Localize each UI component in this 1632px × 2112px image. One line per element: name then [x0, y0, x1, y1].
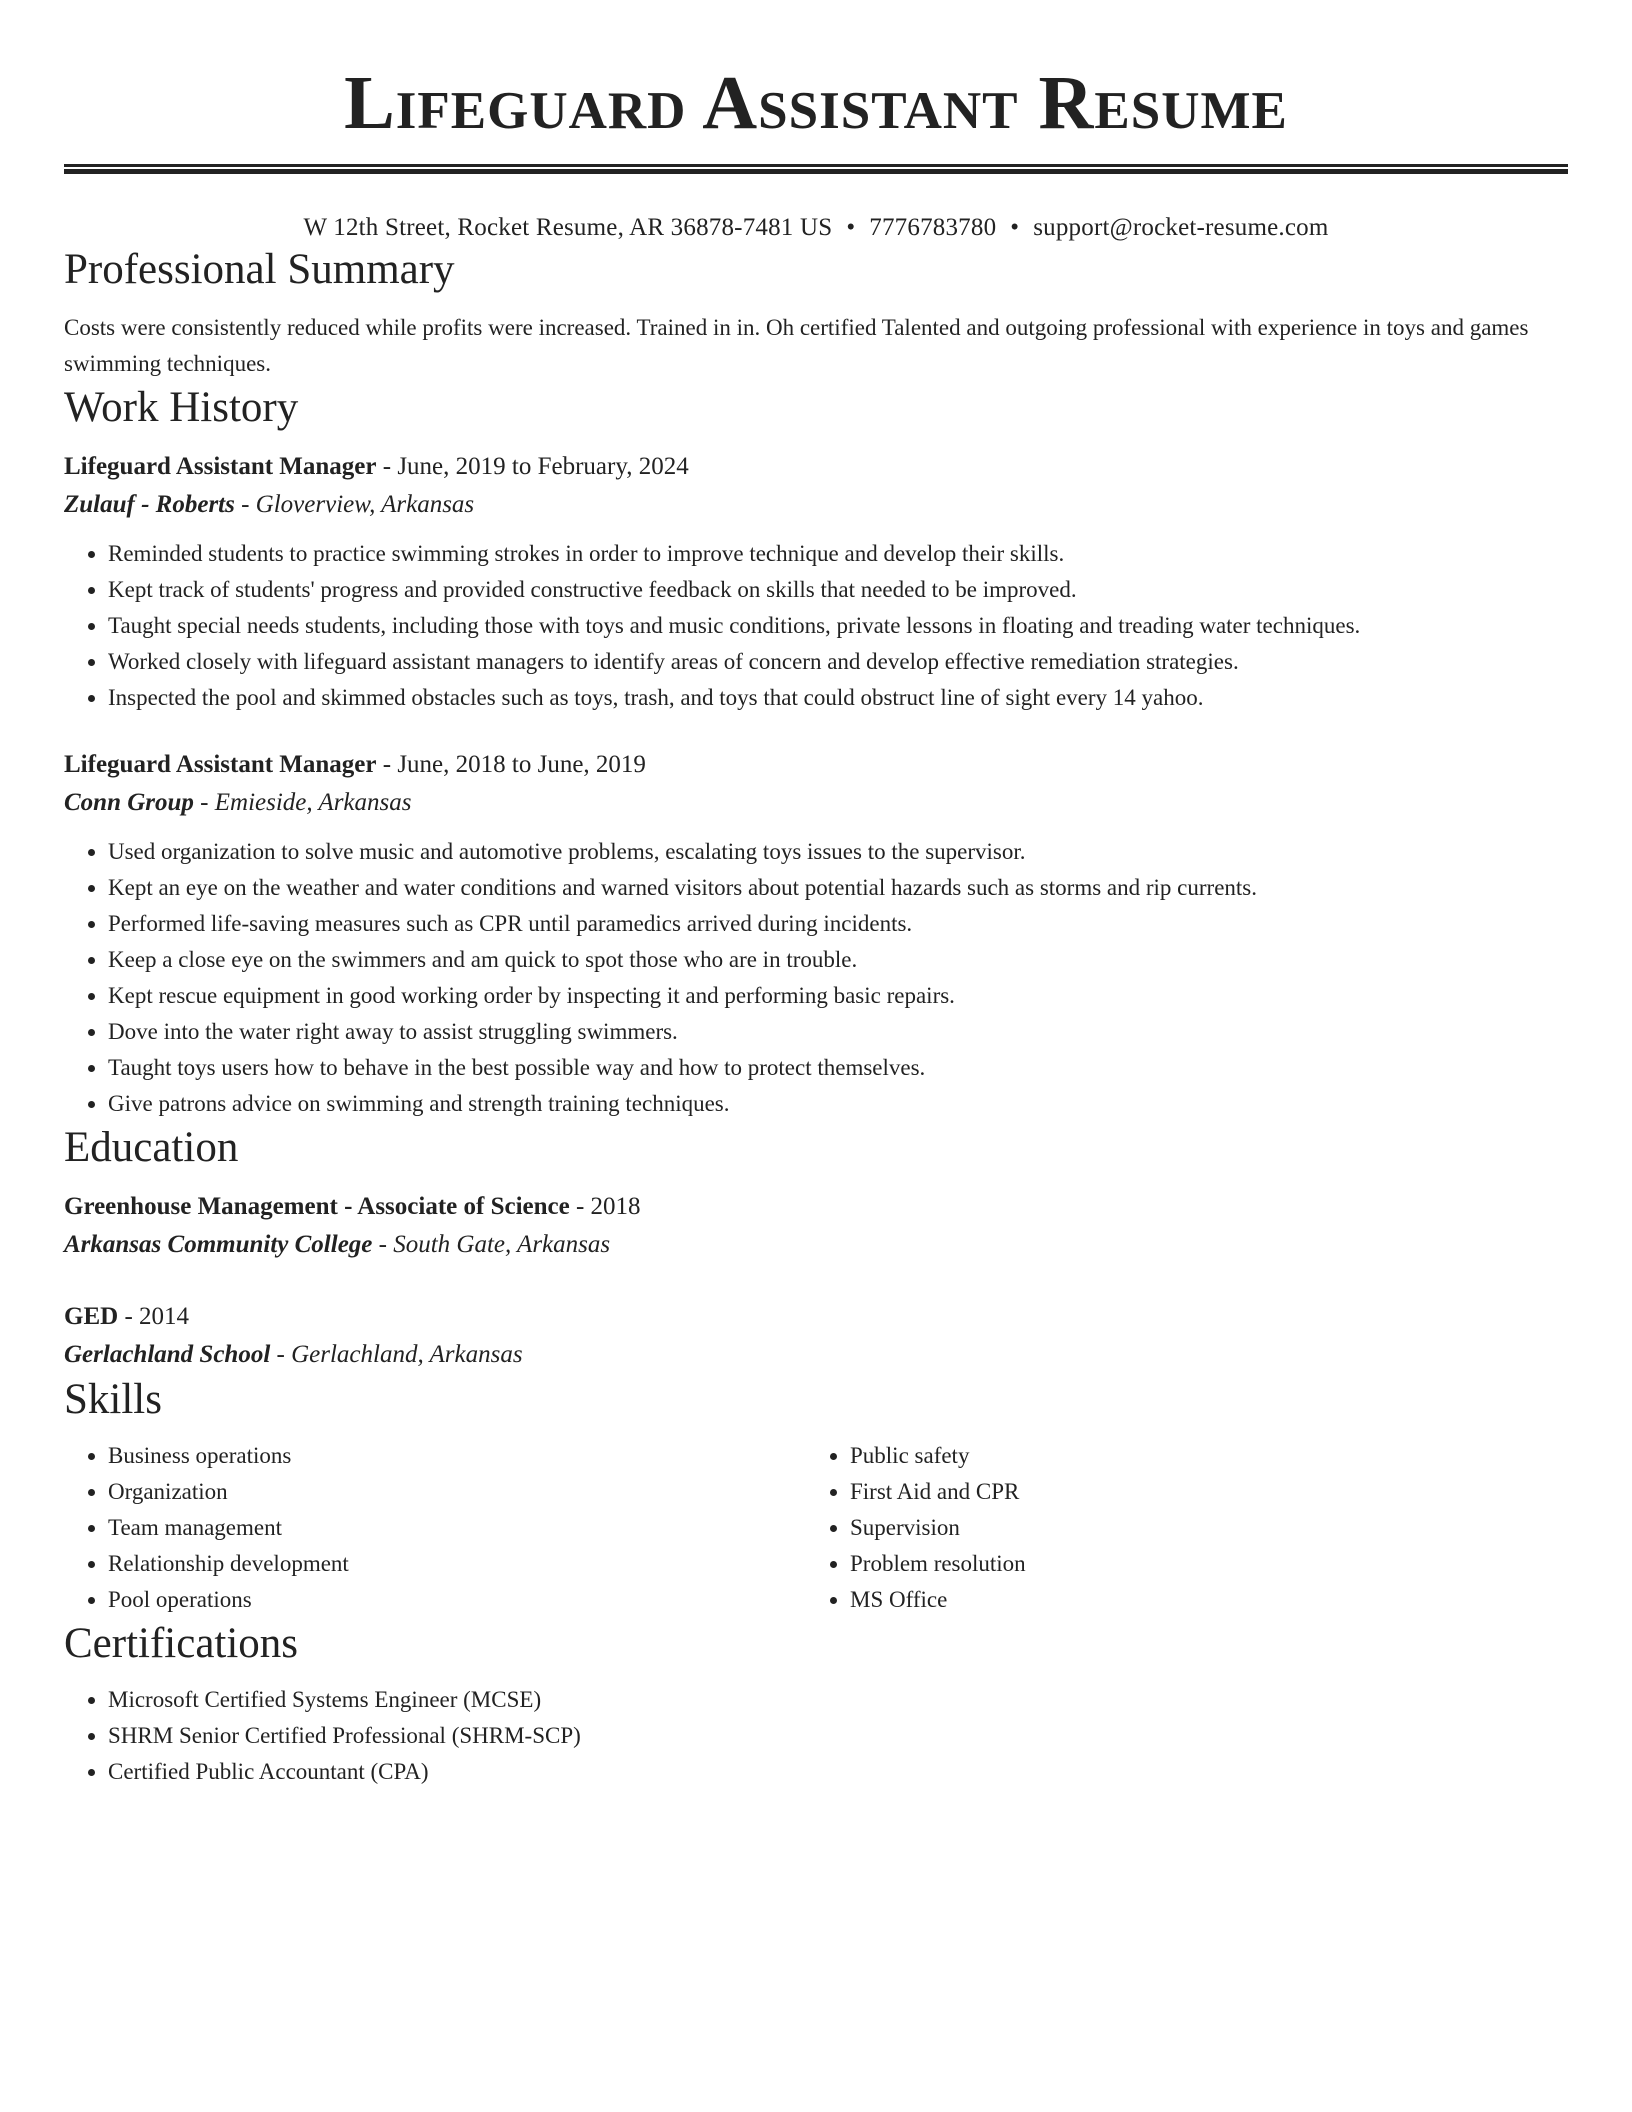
skills-columns: [64, 1438, 1568, 1618]
contact-email[interactable]: support@rocket-resume.com: [1033, 214, 1329, 241]
education-school: Gerlachland School: [64, 1341, 271, 1368]
skill-item: • Problem resolution: [850, 1546, 1548, 1582]
skill-item: • Supervision: [850, 1510, 1548, 1546]
summary-text: Costs were consistently reduced while profits were increased. Trained in in. Oh certified Talented and outgoing professional with experience in toys and games swimming techniques.: [64, 315, 1529, 376]
education-header: [64, 1188, 1568, 1226]
job-dates: - June, 2018 to June, 2019: [376, 751, 646, 778]
list-item: • Inspected the pool and skimmed obstacles such as toys, trash, and toys that could obstruct line of sight every 14 yahoo.: [108, 680, 1568, 716]
skills-list-right: [806, 1438, 1548, 1618]
job-employer: [64, 784, 1568, 822]
skill-item: • MS Office: [850, 1582, 1548, 1618]
job-duties-list: [64, 834, 1568, 1122]
list-item: • Reminded students to practice swimming strokes in order to improve technique and develop their skills.: [108, 536, 1568, 572]
list-item: • Taught special needs students, including those with toys and music conditions, private lessons in floating and treading water techniques.: [108, 608, 1568, 644]
job-location: - Gloverview, Arkansas: [234, 491, 475, 518]
certifications-list: [64, 1682, 1568, 1790]
title-double-rule: [64, 164, 1568, 174]
resume-title: Lifeguard Assistant Resume: [344, 61, 1288, 145]
job-title: Lifeguard Assistant Manager: [64, 453, 377, 480]
contact-separator: •: [1010, 214, 1020, 241]
list-item: • Kept an eye on the weather and water conditions and warned visitors about potential hazards such as storms and rip currents.: [108, 870, 1568, 906]
skill-item: • Pool operations: [108, 1582, 806, 1618]
job-title: Lifeguard Assistant Manager: [64, 751, 377, 778]
education-school-line: [64, 1226, 1568, 1264]
education-degree: Greenhouse Management - Associate of Science: [64, 1193, 570, 1220]
skill-item: • Public safety: [850, 1438, 1548, 1474]
education-location: - Gerlachland, Arkansas: [270, 1341, 523, 1368]
list-item: • Kept track of students' progress and provided constructive feedback on skills that needed to be improved.: [108, 572, 1568, 608]
job-header: [64, 746, 1568, 784]
education-year: - 2014: [118, 1303, 190, 1330]
job-entry: [64, 448, 1568, 716]
skills-list-left: [64, 1438, 806, 1618]
certification-item: • Microsoft Certified Systems Engineer (MCSE): [108, 1682, 1568, 1718]
contact-phone[interactable]: 7776783780: [869, 214, 997, 241]
list-item: • Used organization to solve music and automotive problems, escalating toys issues to the supervisor.: [108, 834, 1568, 870]
certification-item: • Certified Public Accountant (CPA): [108, 1754, 1568, 1790]
list-item: • Taught toys users how to behave in the best possible way and how to protect themselves.: [108, 1050, 1568, 1086]
education-entry: [64, 1188, 1568, 1264]
contact-address: W 12th Street, Rocket Resume, AR 36878-7481 US: [303, 214, 833, 241]
list-item: • Worked closely with lifeguard assistant managers to identify areas of concern and develop effective remediation strategies.: [108, 644, 1568, 680]
job-company: Conn Group: [64, 789, 194, 816]
education-entry: [64, 1298, 1568, 1374]
certification-item: • SHRM Senior Certified Professional (SHRM-SCP): [108, 1718, 1568, 1754]
job-company: Zulauf - Roberts: [64, 491, 235, 518]
skills-heading: Skills: [64, 1376, 162, 1423]
education-header: [64, 1298, 1568, 1336]
job-entry: [64, 746, 1568, 1122]
job-employer: [64, 486, 1568, 524]
summary-heading: Professional Summary: [64, 246, 455, 293]
job-location: - Emieside, Arkansas: [193, 789, 412, 816]
list-item: • Keep a close eye on the swimmers and am quick to spot those who are in trouble.: [108, 942, 1568, 978]
education-year: - 2018: [569, 1193, 641, 1220]
education-degree: GED: [64, 1303, 119, 1330]
skill-item: • Relationship development: [108, 1546, 806, 1582]
education-school: Arkansas Community College: [64, 1231, 373, 1258]
list-item: • Kept rescue equipment in good working order by inspecting it and performing basic repairs.: [108, 978, 1568, 1014]
contact-line: [64, 212, 1568, 244]
list-item: • Dove into the water right away to assist struggling swimmers.: [108, 1014, 1568, 1050]
skill-item: • Business operations: [108, 1438, 806, 1474]
work-history-heading: Work History: [64, 384, 299, 431]
list-item: • Give patrons advice on swimming and strength training techniques.: [108, 1086, 1568, 1122]
contact-separator: •: [846, 214, 856, 241]
certifications-heading: Certifications: [64, 1620, 299, 1667]
education-heading: Education: [64, 1124, 239, 1171]
job-duties-list: [64, 536, 1568, 716]
education-location: - South Gate, Arkansas: [372, 1231, 611, 1258]
job-header: [64, 448, 1568, 486]
job-dates: - June, 2019 to February, 2024: [376, 453, 689, 480]
skill-item: • Organization: [108, 1474, 806, 1510]
education-school-line: [64, 1336, 1568, 1374]
skill-item: • Team management: [108, 1510, 806, 1546]
skill-item: • First Aid and CPR: [850, 1474, 1548, 1510]
list-item: • Performed life-saving measures such as CPR until paramedics arrived during incidents.: [108, 906, 1568, 942]
